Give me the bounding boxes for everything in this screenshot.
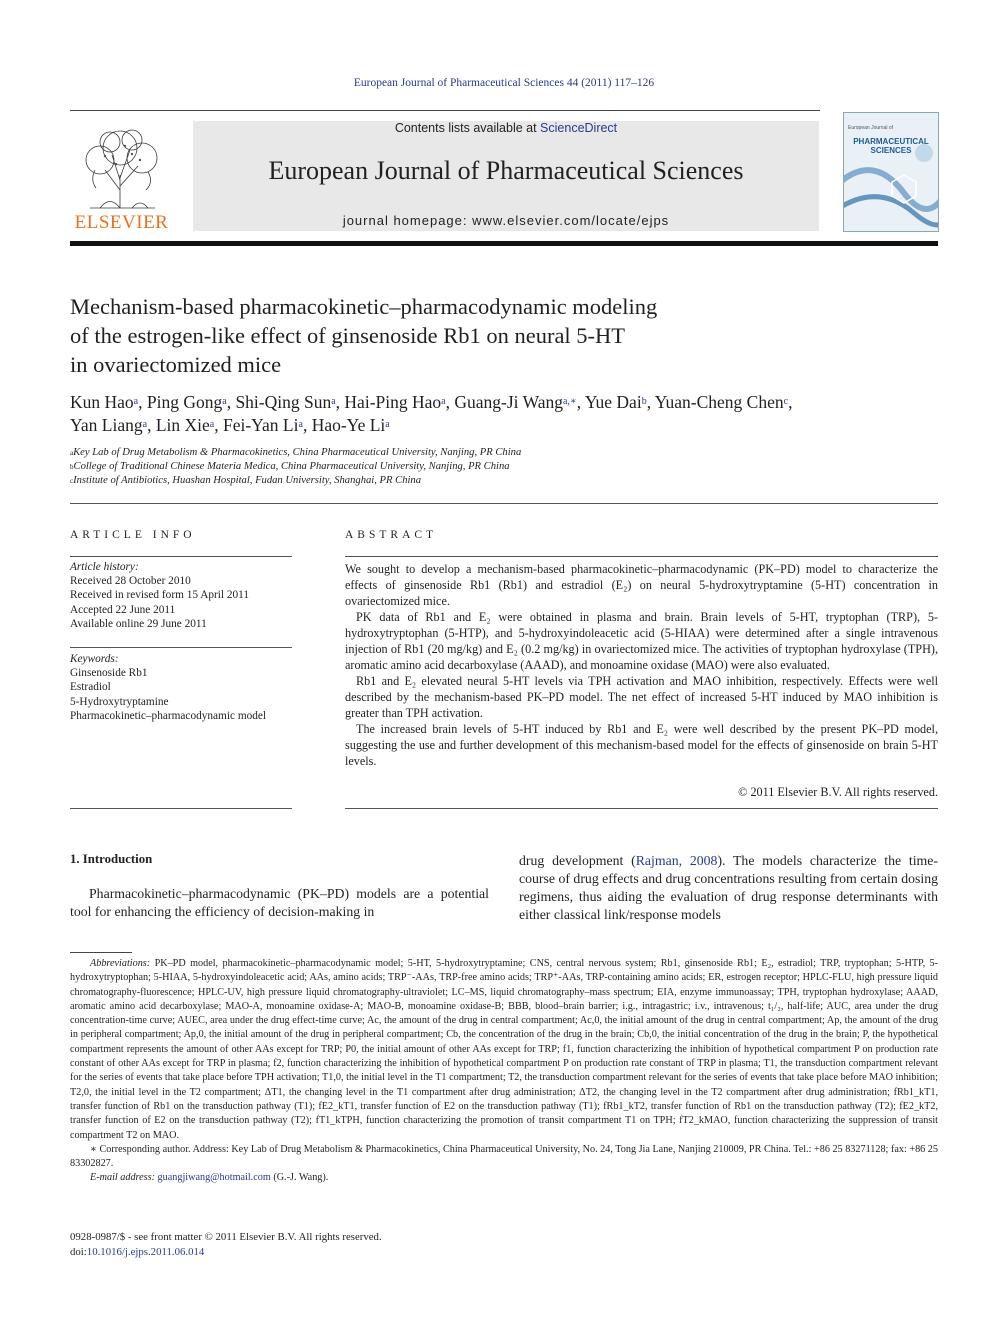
intro-text: ). The models characterize the time-course of drug effects and drug concentrations resulting from certain dosing regimens, thus aiding the evaluation of drug response determinants with either classical link/response models [519,853,939,922]
intro-column-1 [70,885,489,921]
footnote-rule [70,952,132,953]
author-affiliation-marker[interactable]: a [441,396,446,407]
keyword: Ginsenoside Rb1 [70,667,148,680]
journal-citation[interactable]: European Journal of Pharmaceutical Sciences 44 (2011) 117–126 [353,77,655,89]
author-name: Lin Xie [155,415,210,435]
keywords-block [70,652,292,723]
affiliation-a [70,446,938,460]
keyword: Estradiol [70,681,111,694]
issn-line: 0928-0987/$ - see front matter © 2011 Elsevier B.V. All rights reserved. [70,1231,382,1243]
author-separator: , [335,392,345,412]
author-name: Fei-Yan Li [222,415,299,435]
author-name: Hao-Ye Li [311,415,386,435]
accepted-date: Accepted 22 June 2011 [70,603,176,616]
intro-paragraph: Pharmacokinetic–pharmacodynamic (PK–PD) models are a potential tool for enhancing the efficiency of decision-making in [70,886,489,919]
sciencedirect-link[interactable]: ScienceDirect [540,121,618,135]
doi-line [70,1245,570,1260]
abstract-rule [345,808,938,809]
affiliation-text: College of Traditional Chinese Materia Medica, China Pharmaceutical University, Nanjing, PR China [73,461,510,472]
author-affiliation-marker[interactable]: b [641,396,647,407]
author-separator: , [646,392,655,412]
article-history [70,560,292,631]
author-affiliation-marker[interactable]: a [298,419,303,430]
author-name: Kun Hao [70,392,134,412]
front-matter [70,1230,570,1259]
author-separator: , [788,392,793,412]
author-separator: , [576,392,585,412]
info-rule [70,647,292,648]
author-affiliation-marker[interactable]: a,∗ [562,396,577,407]
corresponding-footnote: ∗ Corresponding author. Address: Key Lab of Drug Metabolism & Pharmacokinetics, China Pharmaceutical University, No. 24, Tong Jia Lane, Nanjing 210009, PR China. Tel.: +86 25 83271128; fax: +86 25 83302827. [70,1143,938,1170]
abstract-paragraph: The increased brain levels of 5-HT induced by Rb1 and E₂ were well described by the present PK–PD model, suggesting the use and further development of this mechanism-based model for the effects of ginsenoside on brain 5-HT levels. [345,722,938,768]
journal-homepage[interactable]: journal homepage: www.elsevier.com/locate/ejps [342,213,670,228]
author-affiliation-marker[interactable]: a [331,396,336,407]
author-affiliation-marker[interactable]: a [385,419,390,430]
header-rule [70,110,820,111]
author-name: Yan Liang [70,415,143,435]
title-line-3: in ovariectomized mice [70,352,282,377]
email-suffix: (G.-J. Wang). [270,1172,329,1184]
author-affiliation-marker[interactable]: a [209,419,215,430]
author-separator: , [147,415,156,435]
author-separator: , [138,392,147,412]
author-separator: , [445,392,455,412]
keywords-label: Keywords: [70,653,119,665]
keyword: Pharmacokinetic–pharmacodynamic model [70,709,267,722]
cover-title-3: SCIENCES [870,146,912,155]
abstract-heading: ABSTRACT [345,529,438,541]
elsevier-wordmark[interactable]: ELSEVIER [74,212,169,233]
citation-link-rajman[interactable]: Rajman, 2008 [635,853,718,868]
author-affiliation-marker[interactable]: a [142,419,148,430]
journal-title: European Journal of Pharmaceutical Sciences [268,156,744,185]
affiliation-c [70,474,938,488]
title-line-2: of the estrogen-like effect of ginsenoside Rb1 on neural 5-HT [70,323,626,348]
doi-label: doi: [70,1245,87,1258]
author-name: Hai-Ping Hao [344,392,442,412]
email-footnote [70,1171,938,1185]
author-affiliation-marker[interactable]: a [133,396,139,407]
author-separator: , [226,392,236,412]
info-rule [70,808,292,809]
email-label: E-mail address: [90,1172,155,1184]
author-separator: , [214,415,223,435]
abstract-copyright: © 2011 Elsevier B.V. All rights reserved. [738,785,938,799]
affiliation-b [70,460,938,474]
author-list [70,391,938,437]
section-rule [70,503,938,504]
cover-title-2: PHARMACEUTICAL [853,137,929,146]
affiliation-marker: a [70,449,74,457]
introduction-heading: 1. Introduction [70,852,153,866]
abstract-rule [345,556,938,557]
affiliation-marker: b [70,463,74,471]
intro-text: drug development ( [519,853,636,868]
revised-date: Received in revised form 15 April 2011 [70,589,250,602]
article-info-heading: ARTICLE INFO [70,529,196,541]
history-label: Article history: [70,561,139,573]
abbrev-text: PK–PD model, pharmacokinetic–pharmacodynamic model; 5-HT, 5-hydroxytryptamine; CNS, central nervous system; Rb1, ginsenoside Rb1; E₂, estradiol; TRP, tryptophan; 5-HTP, 5-hydroxytryptophan; 5-HIAA, 5-hydroxyindoleacetic acid; AAs, amino acids; TRP⁻-AAs, TRP-free amino acids; TRP⁺-AAs, TRP-containing amino acids; ER, estrogen receptor; HPLC-FLU, high pressure liquid chromatography-fluorescence; HPLC-UV, high pressure liquid chromatography-ultraviolet; LC–MS, liquid chromatography–mass spectrum; EIA, enzyme immunoassay; TPH, tryptophan hydroxylase; AAAD, aromatic amino acid decarboxylase; MAO-A, monoamine oxidase-A; MAO-B, monoamine oxidase-B; BBB, blood–brain barrier; i.g., intragastric; i.v., intravenous; t₁/₂, half-life; AUC, area under the drug concentration-time curve; AUEC, area under the drug effect-time curve; Ac, the amount of the drug in central compartment; Ac,0, the initial amount of the drug in central compartment; Ap, the amount of the drug in peripheral compartment; Ap,0, the initial amount of the drug in peripheral compartment; Cb, the concentration of the drug in the brain; Cb,0, the initial concentration of the drug in the brain; P, the hypothetical compartment represents the amount of other AAs except for TRP; P0, the initial amount of other AAs except for TRP; f1, function characterizing the inhibition of hypothetical compartment P on production rate constant of other AAs except for TRP in plasma; f2, function characterizing the inhibition of hypothetical compartment P on production rate constant of TRP in plasma; T1, the transduction compartment relevant for the series of events that take place before TPH activation; T1,0, the initial level in the T1 compartment; T2, the transduction compartment relevant for the series of events that take place before MAO inhibition; T2,0, the initial level in the T2 compartment; ΔT1, the changing level in the T1 compartment after drug administration; ΔT2, the changing level in the T2 compartment after drug administration; fRb1_kT1, transfer function of Rb1 on the transduction pathway (T1); fE2_kT1, transfer function of E2 on the transduction pathway (T1); fRb1_kT2, transfer function of Rb1 on the transduction pathway (T2); fE2_kT2, transfer function of E2 on the transduction pathway (T2); fT1_kTPH, function characterizing the promotion of transit compartment T1 on TPH; fT2_kMAO, function characterizing the suppression of transit compartment T2 on MAO. [70,958,938,1141]
title-line-1: Mechanism-based pharmacokinetic–pharmacodynamic modeling [70,294,658,319]
abbrev-label: Abbreviations: [90,958,151,969]
author-name: Shi-Qing Sun [235,392,332,412]
author-affiliation-marker[interactable]: c [783,396,789,407]
doi-link[interactable]: 10.1016/j.ejps.2011.06.014 [86,1245,205,1258]
abstract-paragraph: Rb1 and E₂ elevated neural 5-HT levels via TPH activation and MAO inhibition, respectively. Effects were well described by the mechanism-based PK–PD model. The net effect of increased 5-HT induced by MAO inhibition is greater than TPH activation. [345,674,938,720]
abbreviations-footnote [70,957,938,1143]
author-name: Ping Gong [146,392,223,412]
article-title [70,292,830,379]
author-separator: , [302,415,312,435]
contents-line [193,121,819,135]
footnotes [70,957,938,1186]
journal-cover-thumbnail[interactable] [843,112,939,232]
author-name: Guang-Ji Wang [454,392,563,412]
intro-column-2 [519,852,938,924]
info-rule [70,556,292,557]
abstract-body [345,561,938,769]
affiliation-marker: c [70,477,74,485]
keyword: 5-Hydroxytryptamine [70,695,169,708]
affiliation-text: Key Lab of Drug Metabolism & Pharmacokinetics, China Pharmaceutical University, Nanjing, PR China [73,447,522,458]
online-date: Available online 29 June 2011 [70,617,207,630]
email-link[interactable]: guangjiwang@hotmail.com [157,1172,271,1184]
contents-prefix: Contents lists available at [394,121,541,135]
author-affiliation-marker[interactable]: a [222,396,227,407]
received-date: Received 28 October 2010 [70,575,191,588]
author-name: Yue Dai [584,392,642,412]
header-thick-rule [70,241,938,246]
affiliation-text: Institute of Antibiotics, Huashan Hospital, Fudan University, Shanghai, PR China [73,475,422,486]
abstract-paragraph: PK data of Rb1 and E₂ were obtained in plasma and brain. Brain levels of 5-HT, tryptophan (TRP), 5-hydroxytryptophan (5-HTP), and 5-hydroxyindoleacetic acid (5-HIAA) were determined after a single intravenous injection of Rb1 (20 mg/kg) and E₂ (0.2 mg/kg) in ovariectomized mice. The activities of tryptophan hydroxylase (TPH), aromatic amino acid decarboxylase (AAAD), and monoamine oxidase (MAO) were also evaluated. [345,610,938,672]
abstract-paragraph: We sought to develop a mechanism-based pharmacokinetic–pharmacodynamic (PK–PD) model to characterize the effects of ginsenoside Rb1 (Rb1) and estradiol (E₂) on neural 5-hydroxytryptamine (5-HT) concentration in ovariectomized mice. [345,562,938,608]
cover-title-1: European Journal of [848,125,894,131]
author-name: Yuan-Cheng Chen [654,392,784,412]
